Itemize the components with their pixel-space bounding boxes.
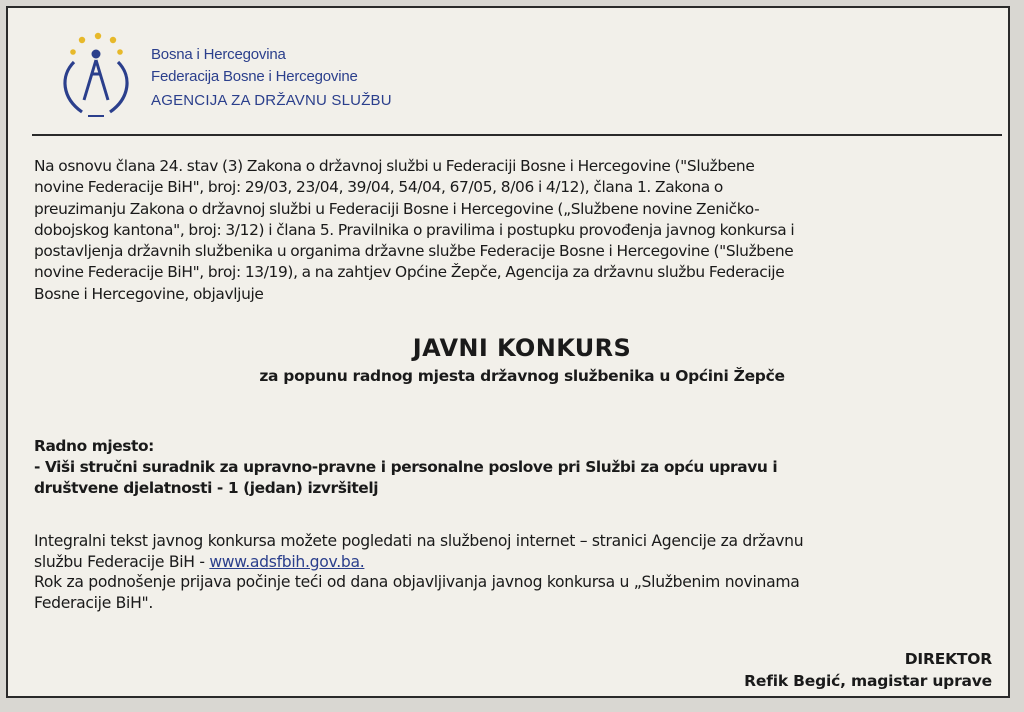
- intro-line: Na osnovu člana 24. stav (3) Zakona o državnoj službi u Federaciji Bosne i Hercegovine ("Službene: [34, 157, 755, 175]
- position-title-line-2: društvene djelatnosti - 1 (jedan) izvršitelj: [34, 479, 379, 497]
- position-label: Radno mjesto:: [34, 437, 154, 455]
- org-federation: Federacija Bosne i Hercegovine: [151, 68, 358, 85]
- intro-line: novine Federacije BiH", broj: 29/03, 23/04, 39/04, 54/04, 67/05, 8/06 i 4/12), člana 1. Zakona o: [34, 178, 723, 197]
- info-section: [34, 531, 994, 613]
- agency-logo-icon: [52, 30, 142, 120]
- agency-website-link[interactable]: www.adsfbih.gov.ba.: [209, 552, 365, 571]
- announcement-page: [6, 6, 1010, 698]
- signature-name: Refik Begić, magistar uprave: [744, 672, 992, 690]
- position-title-line-1: - Viši stručni suradnik za upravno-pravne i personalne poslove pri Službi za opću upravu i: [34, 458, 778, 476]
- intro-line: novine Federacije BiH", broj: 13/19), a na zahtjev Općine Žepče, Agencija za državnu službu Federacije: [34, 263, 785, 282]
- org-agency: AGENCIJA ZA DRŽAVNU SLUŽBU: [151, 92, 392, 109]
- intro-line: dobojskog kantona", broj: 3/12) i člana 5. Pravilnika o pravilima i postupku provođenja javnog konkursa i: [34, 220, 795, 239]
- signature-role: DIREKTOR: [904, 650, 992, 668]
- announcement-subtitle: za popunu radnog mjesta državnog službenika u Općini Žepče: [259, 367, 785, 385]
- intro-line: preuzimanju Zakona o državnoj službi u Federaciji Bosne i Hercegovine („Službene novine Zeničko-: [34, 199, 760, 218]
- signature-block: [744, 648, 992, 692]
- org-country: Bosna i Hercegovina: [151, 46, 286, 63]
- position-section: [34, 436, 994, 499]
- announcement-title: JAVNI KONKURS: [412, 334, 632, 362]
- intro-line: postavljenja državnih službenika u organima državne službe Federacije Bosne i Hercegovine ("Službene: [34, 242, 794, 261]
- info-line-3: Rok za podnošenje prijava počinje teći od dana objavljivanja javnog konkursa u „Službenim novinama: [34, 573, 800, 591]
- info-line-1: Integralni tekst javnog konkursa možete pogledati na službenoj internet – stranici Agencije za državnu: [34, 532, 804, 550]
- agency-header: [151, 44, 392, 112]
- header-divider: [32, 134, 1002, 136]
- info-line-4: Federacije BiH".: [34, 593, 154, 612]
- info-line-2: [34, 552, 994, 573]
- intro-line: Bosne i Hercegovine, objavljuje: [34, 284, 264, 303]
- info-line-2-prefix: službu Federacije BiH -: [34, 552, 205, 571]
- intro-paragraph: [34, 156, 1004, 305]
